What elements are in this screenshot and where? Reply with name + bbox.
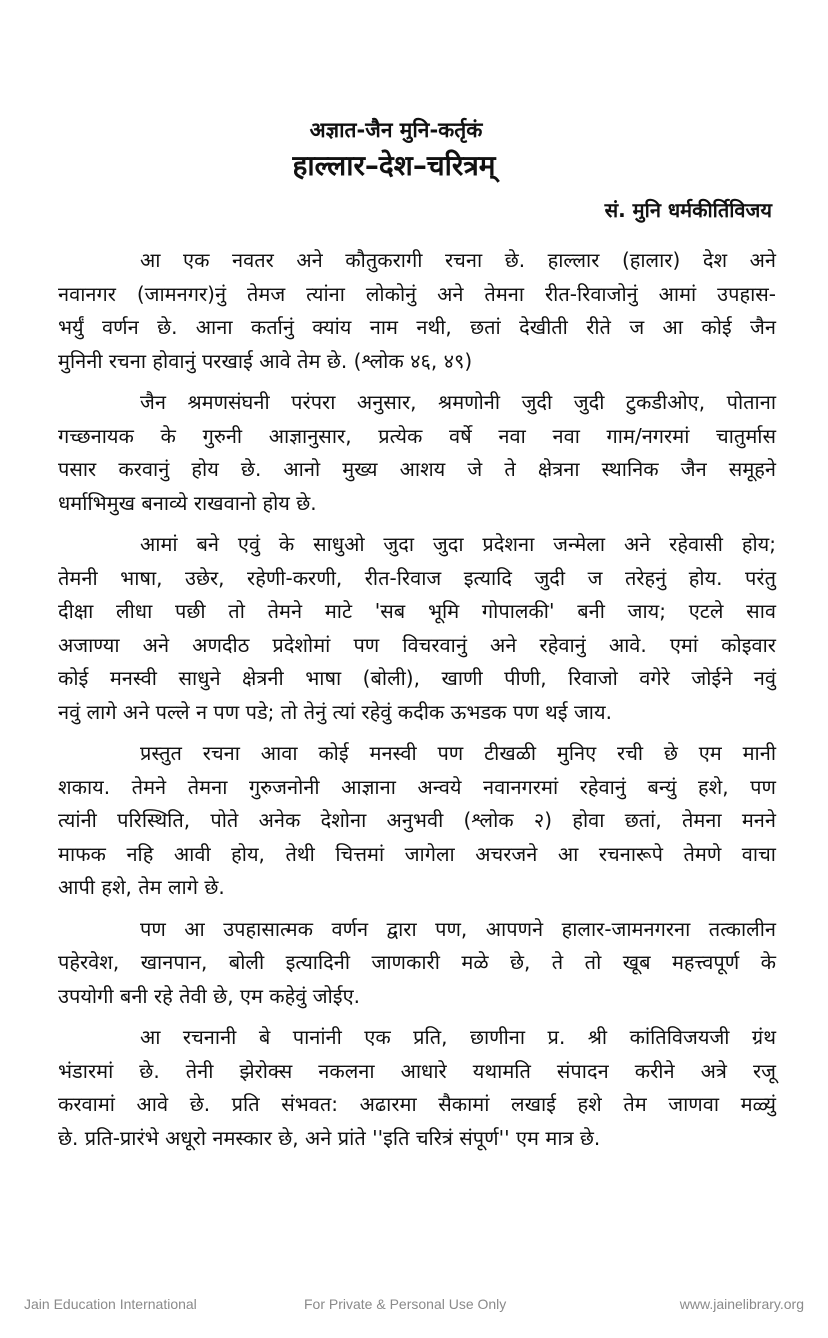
text-line: जैन श्रमणसंघनी परंपरा अनुसार, श्रमणोनी जुदी जुदी टुकडीओए, पोताना (140, 390, 776, 414)
text-line: आ रचनानी बे पानांनी एक प्रति, छाणीना प्र. श्री कांतिविजयजी ग्रंथ (140, 1025, 776, 1049)
paragraph (58, 528, 776, 729)
text-line: करवामां आवे छे. प्रति संभवत: अढारमा सैकामां लखाई हशे तेम जाणवा मळ्युं (58, 1092, 776, 1116)
text-line: पण आ उपहासात्मक वर्णन द्वारा पण, आपणने हालार-जामनगरना तत्कालीन (140, 916, 776, 941)
text-line: भंडारमां छे. तेनी झेरोक्स नकलना आधारे यथामति संपादन करीने अत्रे रजू (58, 1058, 776, 1083)
paragraph (58, 737, 776, 905)
text-line: धर्माभिमुख बनाव्ये राखवानो होय छे. (58, 490, 317, 515)
text-line: पहेरवेश, खानपान, बोली इत्यादिनी जाणकारी मळे छे, ते तो खूब महत्त्वपूर्ण के (58, 950, 776, 974)
document-body (58, 244, 776, 1155)
text-line: शकाय. तेमने तेमना गुरुजनोनी आज्ञाना अन्वये नवानगरमां रहेवानुं बन्युं हशे, पण (58, 774, 776, 799)
editor-credit: सं. मुनि धर्मकीर्तिविजय (604, 198, 772, 222)
footer-website-link[interactable]: www.jainelibrary.org (679, 1296, 804, 1312)
text-line: कोई मनस्वी साधुने क्षेत्रनी भाषा (बोली), खाणी पीणी, रिवाजो वगेरे जोईने नवुं (58, 666, 776, 690)
paragraph (58, 386, 776, 520)
paragraph (58, 913, 776, 1014)
title-text: हाल्लार–देश–चरित्रम् (292, 149, 496, 182)
subtitle-text: अज्ञात-जैन मुनि-कर्तृकं (309, 118, 483, 142)
text-line: गच्छनायक के गुरुनी आज्ञानुसार, प्रत्येक वर्षे नवा नवा गाम/नगरमां चातुर्मास (58, 423, 776, 448)
document-title (0, 146, 828, 184)
document-subtitle (0, 116, 828, 144)
text-line: नवुं लागे अने पल्ले न पण पडे; तो तेनुं त्यां रहेवुं कदीक ऊभडक पण थई जाय. (58, 699, 612, 724)
footer-publisher: Jain Education International (24, 1296, 197, 1312)
text-line: माफक नहि आवी होय, तेथी चित्तमां जागेला अचरजने आ रचनारूपे तेमणे वाचा (58, 841, 776, 866)
text-line: तेमनी भाषा, उछेर, रहेणी-करणी, रीत-रिवाज इत्यादि जुदी ज तरेहनुं होय. परंतु (58, 565, 776, 590)
text-line: दीक्षा लीधा पछी तो तेमने माटे 'सब भूमि गोपालकी' बनी जाय; एटले साव (58, 599, 776, 623)
footer-usage-note: For Private & Personal Use Only (304, 1296, 507, 1312)
text-line: मुनिनी रचना होवानुं परखाई आवे तेम छे. (श्लोक ४६, ४९) (58, 348, 473, 373)
text-line: उपयोगी बनी रहे तेवी छे, एम कहेवुं जोईए. (58, 983, 360, 1008)
text-line: नवानगर (जामनगर)नुं तेमज त्यांना लोकोनुं अने तेमना रीत-रिवाजोनुं आमां उपहास- (58, 281, 776, 306)
paragraph (58, 1021, 776, 1155)
paragraph (58, 244, 776, 378)
text-line: भर्युं वर्णन छे. आना कर्तानुं क्यांय नाम नथी, छतां देखीती रीते ज आ कोई जैन (58, 315, 776, 339)
text-line: अजाण्या अने अणदीठ प्रदेशोमां पण विचरवानुं अने रहेवानुं आवे. एमां कोइवार (58, 632, 776, 657)
text-line: त्यांनी परिस्थिति, पोते अनेक देशोना अनुभवी (श्लोक २) होवा छतां, तेमना मनने (58, 808, 776, 832)
text-line: पसार करवानुं होय छे. आनो मुख्य आशय जे ते क्षेत्रना स्थानिक जैन समूहने (58, 457, 776, 481)
text-line: आपी हशे, तेम लागे छे. (58, 875, 225, 899)
text-line: छे. प्रति-प्रारंभे अधूरो नमस्कार छे, अने प्रांते ''इति चरित्रं संपूर्ण'' एम मात्र छे. (58, 1125, 601, 1150)
text-line: प्रस्तुत रचना आवा कोई मनस्वी पण टीखळी मुनिए रची छे एम मानी (140, 741, 776, 765)
text-line: आमां बने एवुं के साधुओ जुदा जुदा प्रदेशना जन्मेला अने रहेवासी होय; (140, 532, 776, 556)
text-line: आ एक नवतर अने कौतुकरागी रचना छे. हाल्लार (हालार) देश अने (140, 248, 776, 272)
page-footer (0, 1296, 828, 1318)
